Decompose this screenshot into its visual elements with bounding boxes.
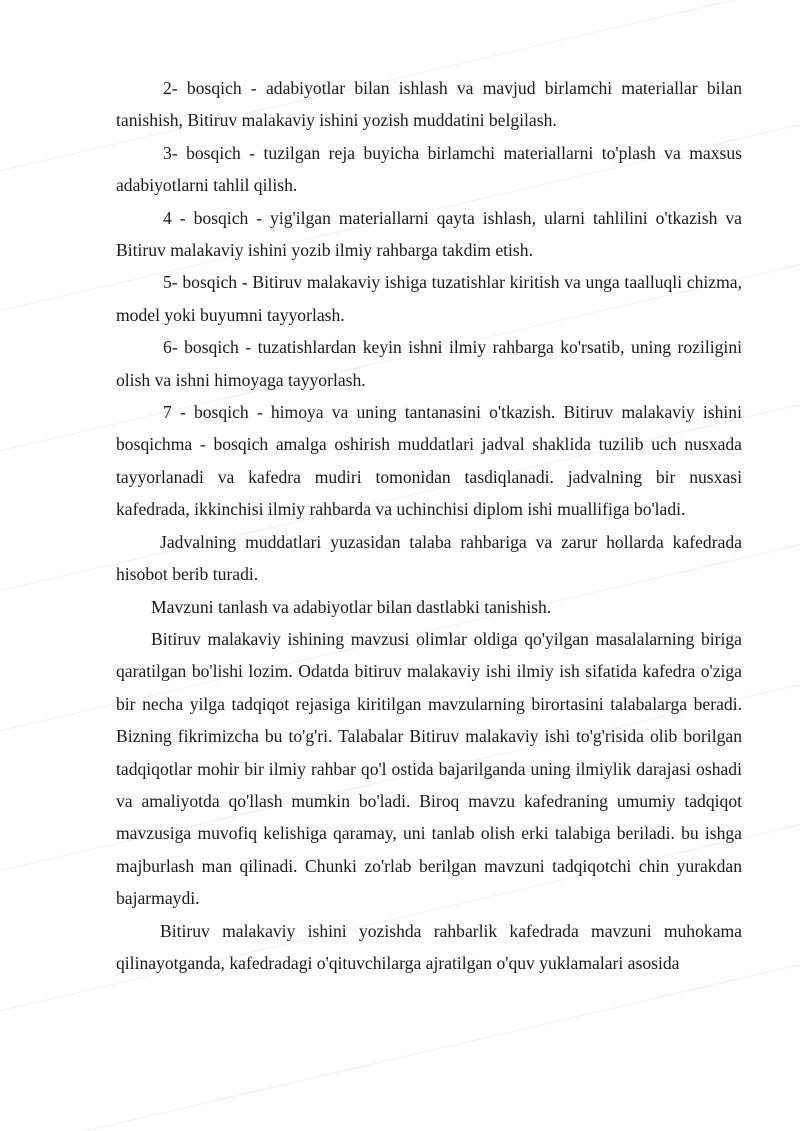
paragraph-supervision: Bitiruv malakaviy ishini yozishda rahbarlik kafedrada mavzuni muhokama qilinayotganda, kafedradagi o'qituvchilarga ajratilgan o'quv yuklamalari asosida: [116, 920, 742, 973]
paragraph-topic-description: Bitiruv malakaviy ishining mavzusi olimlar oldiga qo'yilgan masalalarning biriga qaratilgan bo'lishi lozim. Odatda bitiruv malakaviy ishi ilmiy ish sifatida kafedra o'ziga bir necha yilga tadqiqot rejasiga kiritilgan mavzularning birortasini talabalarga beradi. Bizning fikrimizcha bu to'g'ri. Talabalar Bitiruv malakaviy ishi to'g'risida olib borilgan tadqiqotlar mohir bir ilmiy rahbar qo'l ostida bajarilganda uning ilmiylik darajasi oshadi va amaliyotda qo'llash mumkin bo'ladi. Biroq mavzu kafedraning umumiy tadqiqot mavzusiga muvofiq kelishiga qaramay, uni tanlab olish erki talabiga beriladi. bu ishga majburlash man qilinadi. Chunki zo'rlab berilgan mavzuni tadqiqotchi chin yurakdan bajarmaydi.: [116, 628, 742, 909]
paragraph-stage-3: 3- bosqich - tuzilgan reja buyicha birlamchi materiallarni to'plash va maxsus adabiyotlarni tahlil qilish.: [116, 142, 742, 196]
paragraph-schedule-reporting: Jadvalning muddatlari yuzasidan talaba rahbariga va zarur hollarda kafedrada hisobot berib turadi.: [116, 531, 742, 585]
body-text: [116, 72, 742, 979]
paragraph-stage-4: 4 - bosqich - yig'ilgan materiallarni qayta ishlash, ularni tahlilini o'tkazish va Bitiruv malakaviy ishini yozib ilmiy rahbarga takdim etish.: [116, 207, 742, 261]
paragraph-stage-2: 2- bosqich - adabiyotlar bilan ishlash va mavjud birlamchi materiallar bilan tanishish, Bitiruv malakaviy ishini yozish muddatini belgilash.: [116, 78, 742, 131]
paragraph-topic-selection-heading: Mavzuni tanlash va adabiyotlar bilan dastlabki tanishish.: [151, 596, 552, 617]
paragraph-stage-5: 5- bosqich - Bitiruv malakaviy ishiga tuzatishlar kiritish va unga taalluqli chizma, model yoki buyumni tayyorlash.: [116, 272, 742, 325]
paragraph-stage-7: 7 - bosqich - himoya va uning tantanasini o'tkazish. Bitiruv malakaviy ishini bosqichma - bosqich amalga oshirish muddatlari jadval shaklida tuzilib uch nusxada tayyorlanadi va kafedra mudiri tomonidan tasdiqlanadi. jadvalning bir nusxasi kafedrada, ikkinchisi ilmiy rahbarda va uchinchisi diplom ishi muallifiga bo'ladi.: [116, 402, 742, 520]
paragraph-stage-6: 6- bosqich - tuzatishlardan keyin ishni ilmiy rahbarga ko'rsatib, uning roziligini olish va ishni himoyaga tayyorlash.: [116, 337, 742, 390]
